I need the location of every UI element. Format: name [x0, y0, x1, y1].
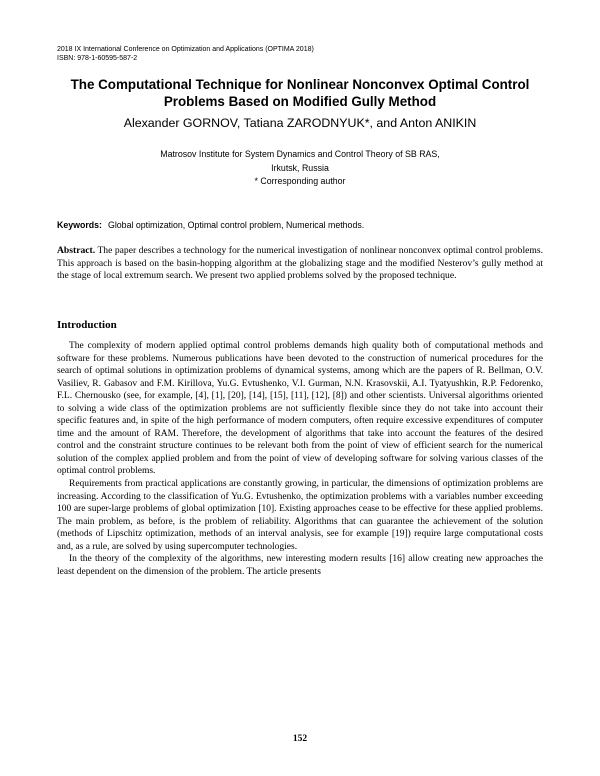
authors: Alexander GORNOV, Tatiana ZARODNYUK*, and Anton ANIKIN	[123, 116, 477, 130]
abstract	[57, 245, 543, 283]
page-number: 152	[292, 734, 308, 744]
corresponding-author-note: * Corresponding author	[254, 176, 346, 186]
abstract-text: The paper describes a technology for the numerical investigation of nonlinear nonconvex optimal control problems. This approach is based on the basin-hopping algorithm at the globalizing stage and the modified Nesterov’s gully method at the stage of local extremum search. We present two applied problems solved by the proposed technique.	[57, 245, 543, 282]
paper-title: The Computational Technique for Nonlinear Nonconvex Optimal Control Problems Based on Modified Gully Method	[70, 77, 530, 109]
conference-header	[57, 45, 314, 63]
affiliation	[40, 148, 560, 189]
isbn: ISBN: 978-1-60595-587-2	[57, 55, 138, 62]
affiliation-institute: Matrosov Institute for System Dynamics and Control Theory of SB RAS,	[160, 149, 440, 159]
paragraph: Requirements from practical applications are constantly growing, in particular, the dimensions of optimization problems are increasing. According to the classification of Yu.G. Evtushenko, the optimization problems with a variables number exceeding 100 are super-large problems of global optimization [10]. Existing approaches cease to be effective for these applied problems. The main problem, as before, is the problem of reliability. Algorithms that can guarantee the achievement of the solution (methods of Lipschitz optimization, methods of an interval analysis, see for example [19]) require large computational costs and, as a rule, are solved by using supercomputer technologies.	[57, 479, 543, 552]
section-heading-introduction: Introduction	[57, 319, 117, 331]
conference-name: 2018 IX International Conference on Optimization and Applications (OPTIMA 2018)	[57, 46, 314, 53]
keywords-text: Global optimization, Optimal control problem, Numerical methods.	[107, 220, 365, 230]
paragraph: The complexity of modern applied optimal control problems demands high quality both of computational methods and software for these problems. Numerous publications have been devoted to the construction of numerical procedures for the search of optimal solutions in optimization problems of dynamical systems, among which are the papers of R. Bellman, O.V. Vasiliev, R. Gabasov and F.M. Kirillova, Yu.G. Evtushenko, V.I. Gurman, N.N. Krasovskii, A.I. Tyatyushkin, R.P. Fedorenko, F.L. Chernousko (see, for example, [4], [1], [20], [14], [15], [11], [12], [8]) and other scientists. Universal algorithms oriented to solving a wide class of the optimization problems are not sufficiently flexible since they do not take into account their specific features and, in spite of the high performance of modern computers, often require excessive expenditures of computer time and the amount of RAM. Therefore, the development of algorithms that take into account the features of the desired control and the constraint structure continues to be relevant both from the point of view of efficient search for the numerical solution of the complex applied problem and from the point of view of developing software for solving various classes of the optimal control problems.	[57, 341, 543, 477]
keywords	[57, 220, 364, 231]
introduction-body	[57, 340, 543, 578]
paragraph: In the theory of the complexity of the algorithms, new interesting modern results [16] allow creating new approaches the least dependent on the dimension of the problem. The article presents	[57, 554, 543, 577]
affiliation-city: Irkutsk, Russia	[271, 162, 329, 173]
keywords-label: Keywords:	[57, 220, 102, 230]
abstract-label: Abstract.	[57, 245, 96, 256]
